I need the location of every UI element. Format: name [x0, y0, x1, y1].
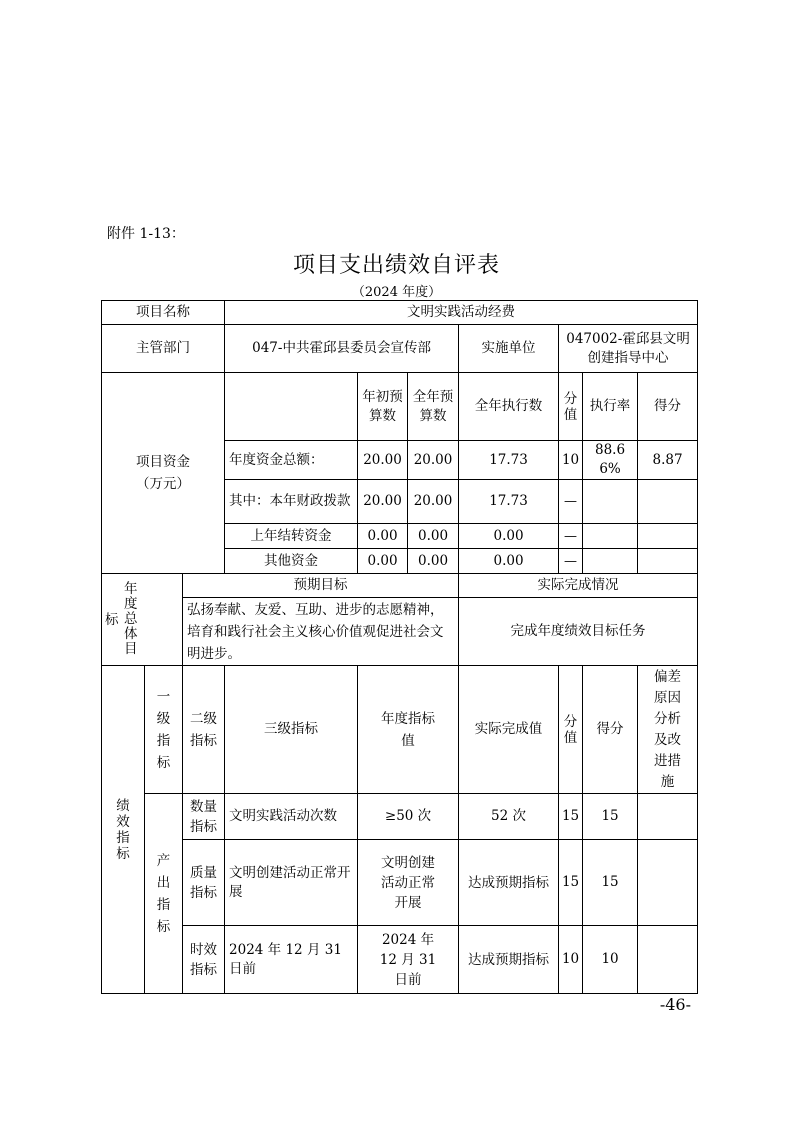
header-score: 得分 [638, 373, 698, 441]
fund-rate: 88.66% [583, 441, 638, 480]
annual-value: 2024 年 12 月 31 日前 [358, 926, 459, 994]
year-label: （2024 年度） [351, 285, 442, 300]
fund-score [638, 524, 698, 549]
level3-value: 文明实践活动次数 [225, 794, 358, 840]
level3-value: 文明创建活动正常开展 [225, 840, 358, 926]
header-rate: 执行率 [583, 373, 638, 441]
fund-score: 8.87 [638, 441, 698, 480]
fund-exec: 17.73 [459, 441, 559, 480]
page-number: -46- [659, 995, 691, 1014]
actual-header: 实际完成情况 [459, 574, 698, 598]
funds-header-blank [225, 373, 358, 441]
header-level2: 二级指标 [183, 666, 225, 794]
expected-header: 预期目标 [183, 574, 459, 598]
fund-name: 其中：本年财政拨款 [225, 480, 358, 524]
impl-value: 047002-霍邱县文明创建指导中心 [559, 325, 698, 373]
page-title: 项目支出绩效自评表 [292, 253, 500, 278]
fund-initial: 0.00 [358, 524, 408, 549]
header-level1: 一级指标 [145, 666, 183, 794]
header-level3: 三级指标 [225, 666, 358, 794]
evaluation-table [101, 300, 698, 994]
fund-name: 上年结转资金 [225, 524, 358, 549]
indicator-row [102, 794, 698, 840]
indicators-header-row [102, 666, 698, 794]
attachment-label: 附件 1-13： [107, 226, 185, 242]
fund-score [638, 480, 698, 524]
fund-full: 20.00 [408, 480, 459, 524]
dept-value: 047-中共霍邱县委员会宣传部 [225, 325, 459, 373]
level2-value: 数量指标 [183, 794, 225, 840]
project-name-value: 文明实践活动经费 [225, 301, 698, 325]
goals-label [102, 574, 183, 666]
project-name-label: 项目名称 [102, 301, 225, 325]
annual-value: ≥50 次 [358, 794, 459, 840]
goals-label-side: 标 [105, 611, 119, 628]
header-ind-score: 得分 [583, 666, 638, 794]
funds-header-row [102, 373, 698, 441]
score: 15 [583, 794, 638, 840]
fund-exec: 0.00 [459, 524, 559, 549]
header-ind-score-value: 分值 [559, 666, 583, 794]
fund-initial: 0.00 [358, 549, 408, 574]
fund-score [638, 549, 698, 574]
header-score-value: 分值 [559, 373, 583, 441]
fund-full: 0.00 [408, 524, 459, 549]
header-exec: 全年执行数 [459, 373, 559, 441]
level3-value: 2024 年 12 月 31 日前 [225, 926, 358, 994]
fund-initial: 20.00 [358, 480, 408, 524]
score-value: 15 [559, 794, 583, 840]
fund-name: 其他资金 [225, 549, 358, 574]
header-full-budget: 全年预算数 [408, 373, 459, 441]
indicator-row [102, 840, 698, 926]
annual-value: 文明创建活动正常开展 [358, 840, 459, 926]
fund-full: 0.00 [408, 549, 459, 574]
fund-score-value: 10 [559, 441, 583, 480]
score: 10 [583, 926, 638, 994]
project-name-row [102, 301, 698, 325]
header-annual: 年度指标值 [358, 666, 459, 794]
score-value: 15 [559, 840, 583, 926]
header-initial-budget: 年初预算数 [358, 373, 408, 441]
goals-label-column: 年度总体目 [124, 581, 138, 657]
expected-goal: 弘扬奉献、友爱、互助、进步的志愿精神，培育和践行社会主义核心价值观促进社会文明进步。 [183, 598, 459, 666]
fund-rate [583, 480, 638, 524]
header-actual: 实际完成值 [459, 666, 559, 794]
score: 15 [583, 840, 638, 926]
actual-value: 52 次 [459, 794, 559, 840]
actual-value: 达成预期指标 [459, 840, 559, 926]
indicator-row [102, 926, 698, 994]
fund-rate [583, 524, 638, 549]
output-label: 产出指标 [145, 794, 183, 994]
fund-score-value: — [559, 480, 583, 524]
fund-initial: 20.00 [358, 441, 408, 480]
fund-full: 20.00 [408, 441, 459, 480]
level2-value: 时效指标 [183, 926, 225, 994]
header-deviation: 偏差原因分析及改进措施 [638, 666, 698, 794]
deviation [638, 840, 698, 926]
fund-score-value: — [559, 549, 583, 574]
goals-header-row [102, 574, 698, 598]
indicators-label: 绩效指标 [102, 666, 145, 994]
fund-score-value: — [559, 524, 583, 549]
actual-result: 完成年度绩效目标任务 [459, 598, 698, 666]
fund-exec: 17.73 [459, 480, 559, 524]
deviation [638, 794, 698, 840]
dept-label: 主管部门 [102, 325, 225, 373]
fund-rate [583, 549, 638, 574]
department-row [102, 325, 698, 373]
fund-name: 年度资金总额： [225, 441, 358, 480]
funds-label: 项目资金（万元） [102, 373, 225, 574]
level2-value: 质量指标 [183, 840, 225, 926]
fund-exec: 0.00 [459, 549, 559, 574]
goals-row [102, 598, 698, 666]
impl-label: 实施单位 [459, 325, 559, 373]
actual-value: 达成预期指标 [459, 926, 559, 994]
deviation [638, 926, 698, 994]
score-value: 10 [559, 926, 583, 994]
